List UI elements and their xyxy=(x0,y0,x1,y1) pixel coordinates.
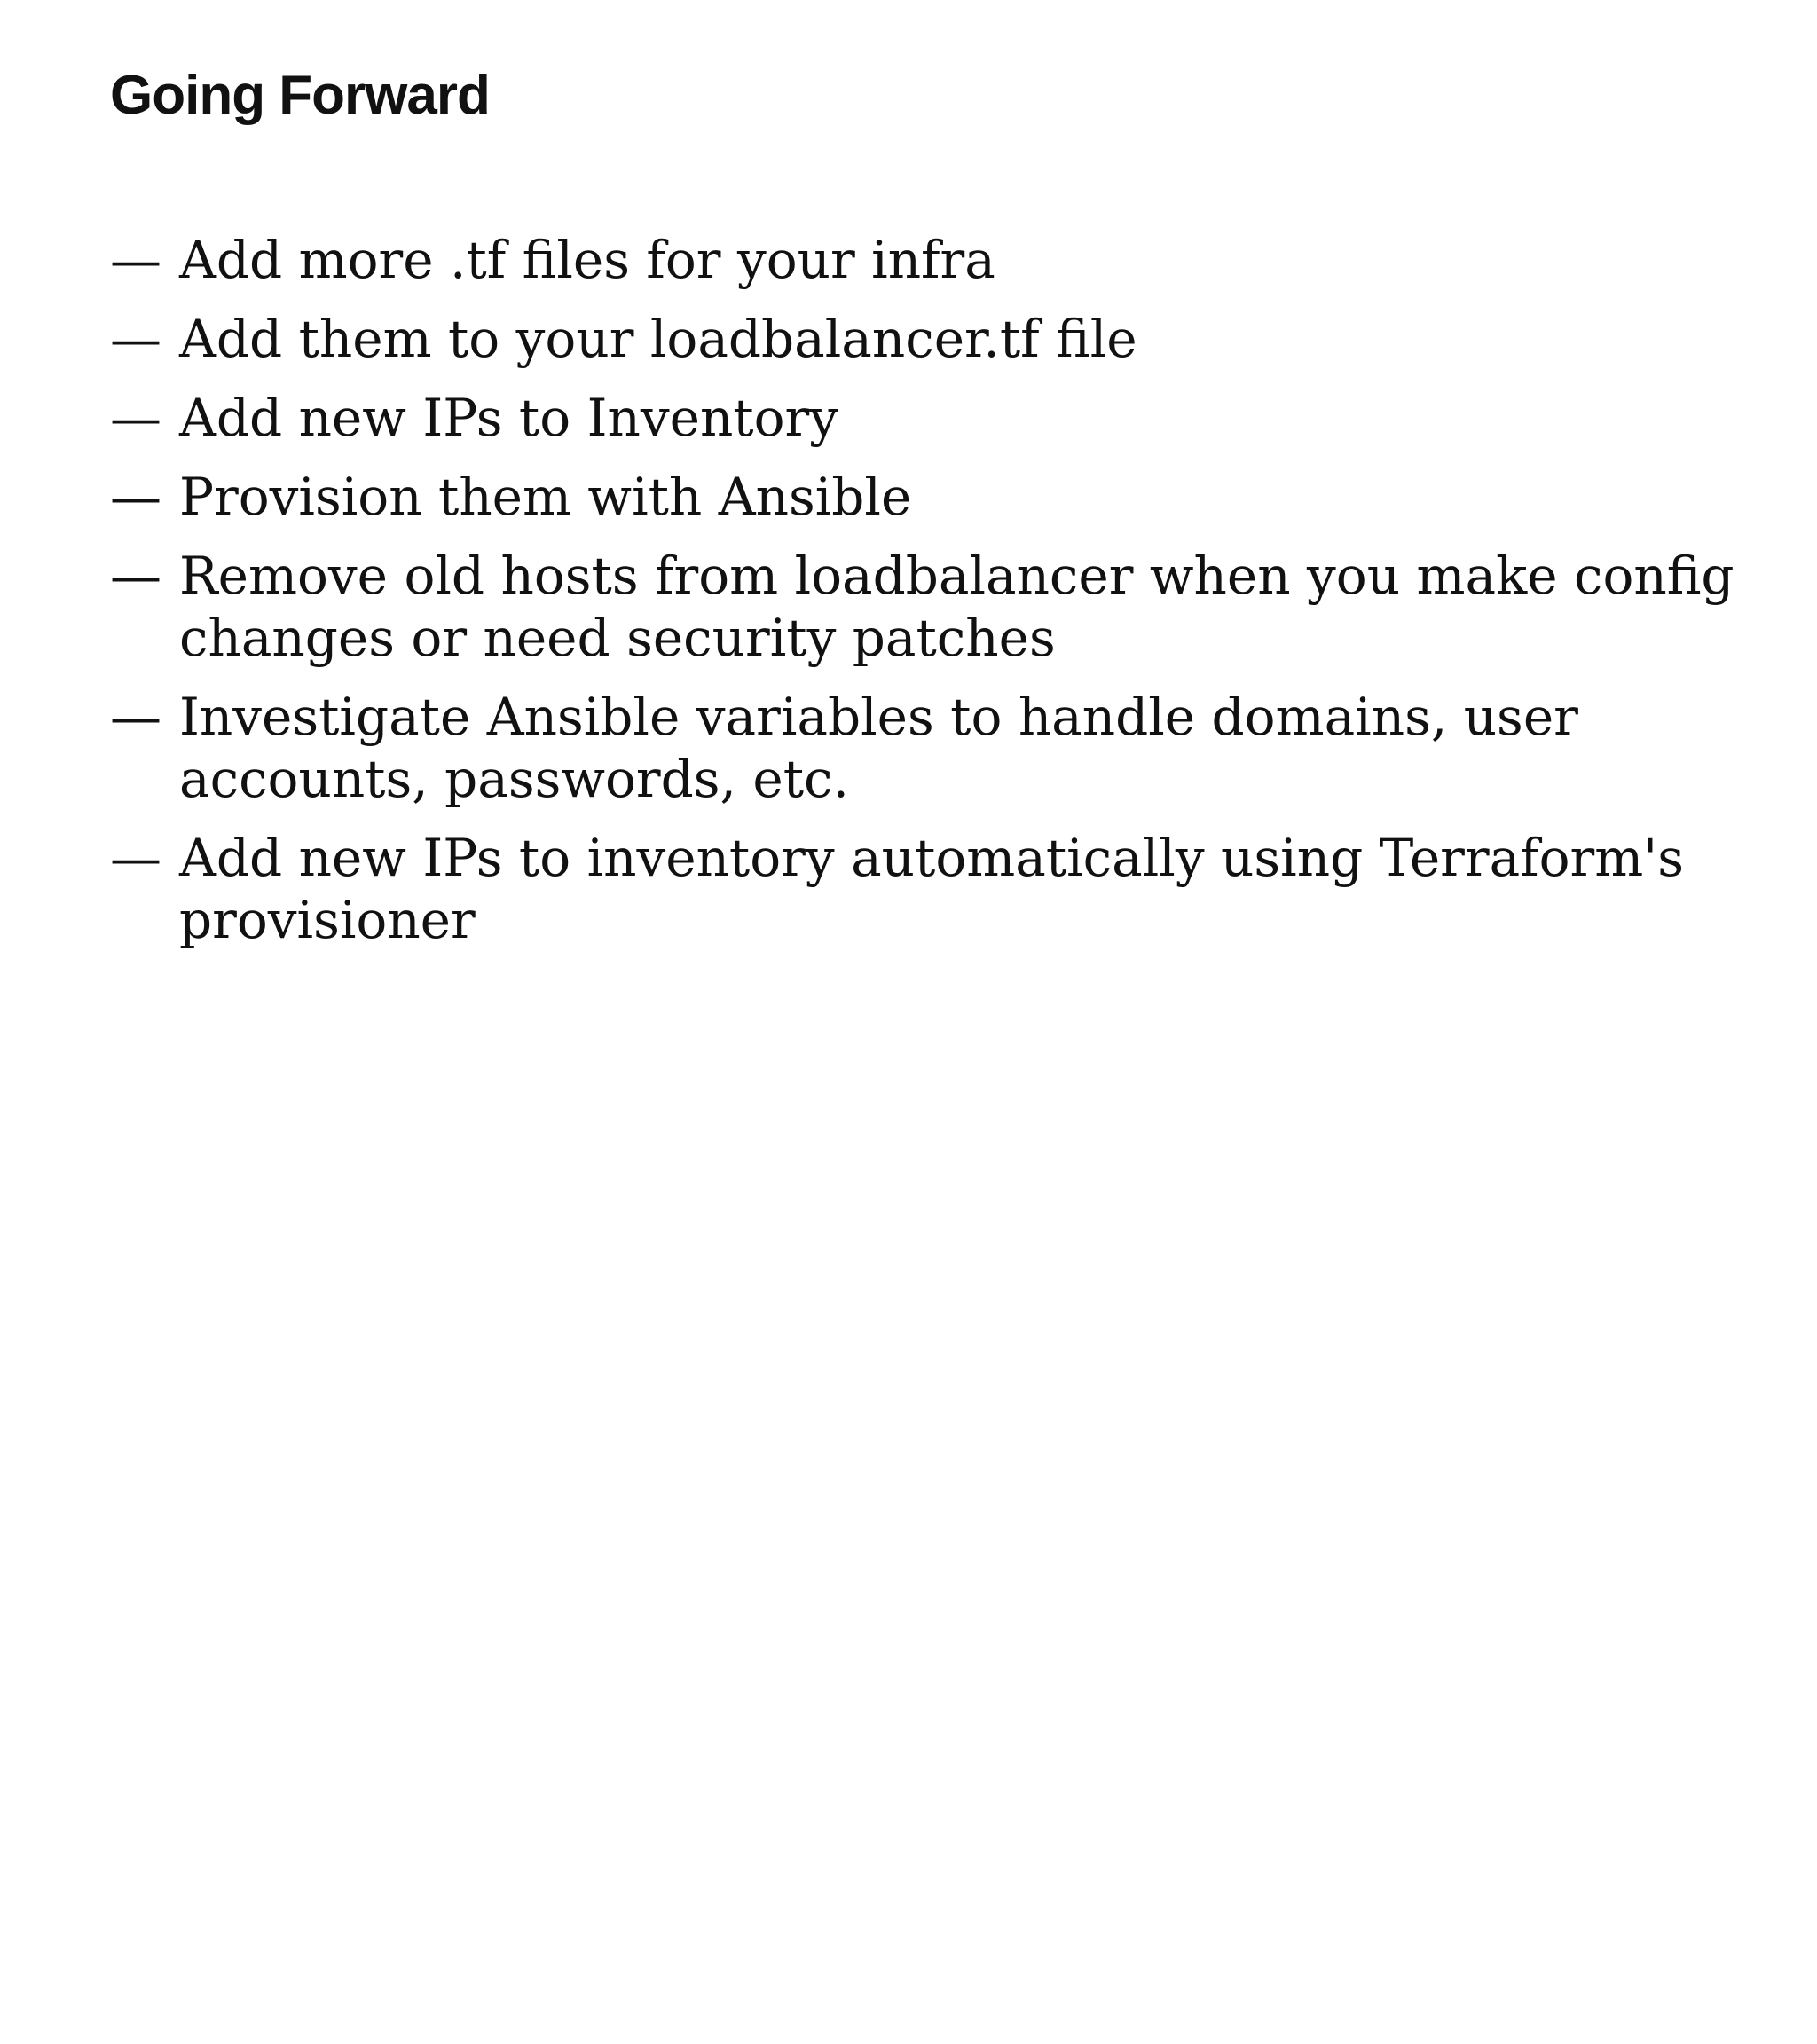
list-item-text: Add them to your loadbalancer.tf file xyxy=(179,309,1137,369)
list-item-text: Investigate Ansible variables to handle domains, user accounts, passwords, etc. xyxy=(179,687,1578,809)
bullet-list xyxy=(110,229,1742,968)
em-dash-bullet: — xyxy=(110,230,161,290)
list-item xyxy=(110,387,1742,449)
em-dash-bullet: — xyxy=(110,546,161,606)
em-dash-bullet: — xyxy=(110,687,161,747)
list-item-text: Provision them with Ansible xyxy=(179,467,912,527)
em-dash-bullet: — xyxy=(110,309,161,369)
list-item-text: Remove old hosts from loadbalancer when you make config changes or need security patches xyxy=(179,546,1734,668)
list-item-text: Add new IPs to inventory automatically using Terraform's provisioner xyxy=(179,828,1684,950)
list-item-text: Add more .tf files for your infra xyxy=(179,230,995,290)
list-item xyxy=(110,308,1742,370)
list-item xyxy=(110,466,1742,528)
list-item xyxy=(110,229,1742,291)
page-title: Going Forward xyxy=(110,65,490,126)
em-dash-bullet: — xyxy=(110,467,161,527)
list-item xyxy=(110,686,1742,810)
list-item xyxy=(110,827,1742,951)
em-dash-bullet: — xyxy=(110,828,161,888)
list-item xyxy=(110,545,1742,669)
list-item-text: Add new IPs to Inventory xyxy=(179,388,839,448)
em-dash-bullet: — xyxy=(110,388,161,448)
